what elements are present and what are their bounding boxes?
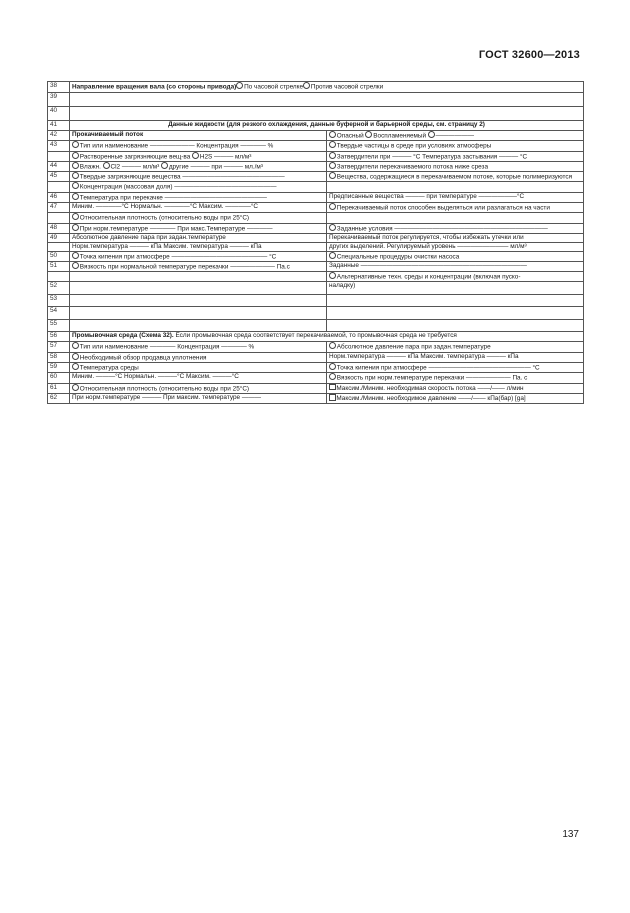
field-label: При норм.температуре ——— При максим. температуре ——— bbox=[72, 393, 262, 401]
table-row bbox=[48, 192, 584, 202]
table-row bbox=[48, 272, 584, 282]
row-number bbox=[48, 151, 70, 161]
radio-option-icon[interactable] bbox=[329, 162, 336, 169]
table-row bbox=[48, 373, 584, 383]
document-header: ГОСТ 32600—2013 bbox=[478, 49, 580, 61]
field-label: Точка кипения при атмосфере ——————————————— °С bbox=[79, 253, 277, 261]
right-cell bbox=[327, 261, 584, 271]
field-label: Относительная плотность (относительно воды при 25°С) bbox=[79, 385, 250, 393]
section-title-note: Если промывочная среда соответствует перекачиваемой, то промывочная среда не требуется bbox=[173, 332, 457, 340]
radio-option-icon[interactable] bbox=[329, 152, 336, 159]
left-cell bbox=[70, 242, 327, 251]
radio-option-icon[interactable] bbox=[72, 162, 79, 169]
row-number bbox=[48, 272, 70, 282]
radio-option-icon[interactable] bbox=[329, 172, 336, 179]
field-label: Миним. ———°С Нормальн. ———°С Максим. ———°С bbox=[72, 373, 239, 381]
left-cell bbox=[70, 393, 327, 403]
right-cell bbox=[327, 172, 584, 182]
radio-option-icon[interactable] bbox=[329, 252, 336, 259]
table-row bbox=[48, 141, 584, 151]
radio-option-icon[interactable] bbox=[329, 342, 336, 349]
right-cell bbox=[327, 192, 584, 202]
left-cell bbox=[70, 319, 327, 332]
left-cell bbox=[70, 213, 327, 223]
table-row bbox=[48, 307, 584, 320]
page-number: 137 bbox=[562, 829, 579, 840]
radio-option-icon[interactable] bbox=[236, 82, 243, 89]
right-cell bbox=[327, 294, 584, 307]
table-row bbox=[48, 319, 584, 332]
right-cell bbox=[327, 233, 584, 242]
row-number: 49 bbox=[48, 233, 70, 242]
radio-option-icon[interactable] bbox=[329, 203, 336, 210]
section-subtitle: Прокачиваемый поток bbox=[72, 131, 144, 138]
row-number: 51 bbox=[48, 261, 70, 271]
radio-option-icon[interactable] bbox=[72, 213, 79, 220]
field-label: Альтернативные техн. среды и концентрации (включая пуско- bbox=[336, 273, 521, 281]
option-hazardous: Опасный bbox=[336, 132, 364, 140]
left-cell bbox=[70, 172, 327, 182]
right-cell bbox=[327, 213, 584, 223]
field-label: Заданные условия ———————————————————————— bbox=[336, 225, 548, 233]
right-cell bbox=[327, 363, 584, 373]
field-label: Влажн. bbox=[79, 163, 101, 171]
table-row bbox=[48, 161, 584, 171]
row-number: 44 bbox=[48, 161, 70, 171]
radio-option-icon[interactable] bbox=[72, 353, 79, 360]
radio-option-icon[interactable] bbox=[72, 182, 79, 189]
radio-option-icon[interactable] bbox=[72, 342, 79, 349]
row-number: 39 bbox=[48, 93, 70, 107]
field-label: Абсолютное давление пара при задан.температуре bbox=[336, 343, 491, 351]
row-number: 58 bbox=[48, 352, 70, 362]
row-number: 62 bbox=[48, 393, 70, 403]
table-row bbox=[48, 203, 584, 213]
field-label: других выделений. Регулируемый уровень ———————— мл/м³ bbox=[329, 242, 527, 250]
left-cell bbox=[70, 141, 327, 151]
left-cell bbox=[70, 282, 327, 295]
left-cell bbox=[70, 373, 327, 383]
right-cell bbox=[327, 373, 584, 383]
field-label: Точка кипения при атмосфере ———————————————— °С bbox=[336, 364, 540, 372]
row-number bbox=[48, 213, 70, 223]
radio-option-icon[interactable] bbox=[72, 152, 79, 159]
left-cell bbox=[70, 294, 327, 307]
field-label: Перекачиваемый поток способен выделяться или разлагаться на части bbox=[336, 204, 550, 212]
row-number bbox=[48, 242, 70, 251]
field-label: Специальные процедуры очистки насоса bbox=[336, 253, 460, 261]
row-number bbox=[48, 182, 70, 192]
row-number: 55 bbox=[48, 319, 70, 332]
right-cell bbox=[327, 352, 584, 362]
row-number: 42 bbox=[48, 131, 70, 141]
radio-option-icon[interactable] bbox=[365, 131, 372, 138]
left-cell bbox=[70, 161, 327, 171]
table-row bbox=[48, 172, 584, 182]
row-number: 46 bbox=[48, 192, 70, 202]
right-cell bbox=[327, 131, 584, 141]
right-cell bbox=[327, 383, 584, 393]
field-label: Вязкость при нормальной температуре перекачки ——————— Па.с bbox=[79, 263, 290, 271]
left-cell bbox=[70, 383, 327, 393]
radio-option-icon[interactable] bbox=[192, 152, 199, 159]
left-cell bbox=[70, 223, 327, 233]
right-cell bbox=[327, 203, 584, 213]
radio-option-icon[interactable] bbox=[329, 141, 336, 148]
field-label: Растворенные загрязняющие вещ-ва bbox=[79, 153, 191, 161]
field-label: Абсолютное давление пара при задан.температуре bbox=[72, 233, 226, 241]
table-row bbox=[48, 251, 584, 261]
left-cell bbox=[70, 182, 327, 192]
right-cell bbox=[327, 282, 584, 295]
table-row bbox=[48, 261, 584, 271]
right-cell bbox=[327, 307, 584, 320]
left-cell bbox=[70, 261, 327, 271]
radio-option-icon[interactable] bbox=[161, 162, 168, 169]
table-row bbox=[48, 223, 584, 233]
right-cell bbox=[327, 393, 584, 403]
row-number: 40 bbox=[48, 107, 70, 121]
row-number: 59 bbox=[48, 363, 70, 373]
right-cell bbox=[327, 342, 584, 352]
radio-option-icon[interactable] bbox=[103, 162, 110, 169]
table-row bbox=[48, 282, 584, 295]
field-label: Затвердители при ——— °С Температура застывания ——— °С bbox=[336, 153, 528, 161]
row-content bbox=[70, 107, 584, 121]
table-row bbox=[48, 393, 584, 403]
field-label: Вязкость при норм.температуре перекачки ——————— Па. с bbox=[336, 374, 528, 382]
radio-option-icon[interactable] bbox=[72, 172, 79, 179]
row-number: 61 bbox=[48, 383, 70, 393]
left-cell bbox=[70, 131, 327, 141]
radio-option-icon[interactable] bbox=[72, 262, 79, 269]
field-label: Максим./Миним. необходимое давление ——/—— кПа(бар) [ga] bbox=[336, 395, 526, 403]
right-cell bbox=[327, 151, 584, 161]
field-label: H2S ——— мл/м³ bbox=[199, 153, 252, 161]
radio-option-icon[interactable] bbox=[303, 82, 310, 89]
row-number: 43 bbox=[48, 141, 70, 151]
row-number: 41 bbox=[48, 121, 70, 131]
left-cell bbox=[70, 352, 327, 362]
row-number: 54 bbox=[48, 307, 70, 320]
field-label: Максим./Миним. необходимая скорость потока ——/—— л/мин bbox=[336, 384, 524, 392]
table-row bbox=[48, 151, 584, 161]
section-title: Данные жидкости (для резкого охлаждения, данные буферной и барьерной среды, см. страницу 2) bbox=[70, 121, 584, 131]
radio-option-icon[interactable] bbox=[329, 272, 336, 279]
left-cell bbox=[70, 272, 327, 282]
left-cell bbox=[70, 307, 327, 320]
table-row bbox=[48, 213, 584, 223]
radio-option-icon[interactable] bbox=[329, 224, 336, 231]
seal-datasheet-table bbox=[47, 81, 584, 404]
left-cell bbox=[70, 151, 327, 161]
field-label: Необходимый обзор продавца уплотнения bbox=[79, 354, 207, 362]
left-cell bbox=[70, 233, 327, 242]
field-label: Твердые загрязняющие вещества ———————————————— bbox=[79, 173, 285, 181]
field-label: Норм.температура ——— кПа Максим. температура ——— кПа bbox=[329, 352, 519, 360]
left-cell bbox=[70, 363, 327, 373]
field-label: Тип или наименование ——————— Концентрация ———— % bbox=[79, 142, 274, 150]
row-number: 45 bbox=[48, 172, 70, 182]
right-cell bbox=[327, 319, 584, 332]
field-label: При норм.температуре ———— При макс.Температуре ———— bbox=[79, 225, 273, 233]
field-label: Температура среды bbox=[79, 364, 139, 372]
table-row bbox=[48, 342, 584, 352]
field-label: Вещества, содержащиеся в перекачиваемом потоке, которые полимеризуются bbox=[336, 173, 573, 181]
left-cell bbox=[70, 342, 327, 352]
row-number: 38 bbox=[48, 82, 70, 93]
table-row bbox=[48, 93, 584, 107]
section-header-row bbox=[48, 121, 584, 131]
field-label: Затвердители перекачиваемого потока ниже среза bbox=[336, 163, 489, 171]
table-row bbox=[48, 383, 584, 393]
left-cell bbox=[70, 251, 327, 261]
option-clockwise: По часовой стрелке bbox=[244, 83, 304, 91]
field-label: Относительная плотность (относительно воды при 25°С) bbox=[79, 214, 250, 222]
row-number: 53 bbox=[48, 294, 70, 307]
row-number: 52 bbox=[48, 282, 70, 295]
field-label: другие ——— при ——— мл./м³ bbox=[168, 163, 263, 171]
option-other: —————— bbox=[435, 132, 474, 140]
table-row bbox=[48, 131, 584, 141]
right-cell bbox=[327, 223, 584, 233]
row-content bbox=[70, 82, 584, 93]
row-number: 47 bbox=[48, 203, 70, 213]
radio-option-icon[interactable] bbox=[329, 373, 336, 380]
table-row bbox=[48, 107, 584, 121]
row-number: 48 bbox=[48, 223, 70, 233]
field-label: Миним. ————°С Нормальн. ————°С Максим. ————°С bbox=[72, 203, 259, 211]
field-label: Предписанные вещества ——— при температуре ——————°С bbox=[329, 192, 525, 200]
right-cell bbox=[327, 161, 584, 171]
radio-option-icon[interactable] bbox=[72, 193, 79, 200]
checkbox-icon[interactable] bbox=[329, 394, 336, 401]
field-label: Норм.температура ——— кПа Максим. температура ——— кПа bbox=[72, 242, 262, 250]
radio-option-icon[interactable] bbox=[72, 141, 79, 148]
field-label: Температура при перекачке ———————————————— bbox=[79, 194, 267, 202]
table-row bbox=[48, 242, 584, 251]
right-cell bbox=[327, 182, 584, 192]
table-row bbox=[48, 294, 584, 307]
radio-option-icon[interactable] bbox=[329, 131, 336, 138]
field-label: Перекачиваемый поток регулируется, чтобы избежать утечки или bbox=[329, 233, 524, 241]
radio-option-icon[interactable] bbox=[72, 384, 79, 391]
table-row bbox=[48, 352, 584, 362]
field-label: Заданные —————————————————————————— bbox=[329, 261, 527, 269]
right-cell bbox=[327, 242, 584, 251]
left-cell bbox=[70, 192, 327, 202]
row-number: 57 bbox=[48, 342, 70, 352]
right-cell bbox=[327, 141, 584, 151]
option-flammable: Воспламеняемый bbox=[373, 132, 427, 140]
field-label: Cl2 ——— мл/м³ bbox=[110, 163, 160, 171]
row-number: 60 bbox=[48, 373, 70, 383]
checkbox-icon[interactable] bbox=[329, 384, 336, 391]
row-number: 56 bbox=[48, 332, 70, 342]
row-number: 50 bbox=[48, 251, 70, 261]
field-label: Концентрация (массовая доля) ———————————————— bbox=[79, 183, 277, 191]
table-row bbox=[48, 182, 584, 192]
right-cell bbox=[327, 272, 584, 282]
radio-option-icon[interactable] bbox=[428, 131, 435, 138]
table-row bbox=[48, 233, 584, 242]
radio-option-icon[interactable] bbox=[72, 363, 79, 370]
flush-section-title bbox=[70, 332, 584, 342]
radio-option-icon[interactable] bbox=[72, 252, 79, 259]
table-row bbox=[48, 82, 584, 93]
option-counterclockwise: Против часовой стрелки bbox=[310, 83, 384, 91]
field-label: Тип или наименование ———— Концентрация ———— % bbox=[79, 343, 255, 351]
left-cell bbox=[70, 203, 327, 213]
section-header-row bbox=[48, 332, 584, 342]
row-content bbox=[70, 93, 584, 107]
field-label: наладку) bbox=[329, 282, 356, 290]
right-cell bbox=[327, 251, 584, 261]
radio-option-icon[interactable] bbox=[329, 363, 336, 370]
section-title-bold: Промывочная среда (Схема 32). bbox=[72, 332, 174, 340]
field-label: Твердые частицы в среде при условиях атмосферы bbox=[336, 142, 492, 150]
table-row bbox=[48, 363, 584, 373]
radio-option-icon[interactable] bbox=[72, 224, 79, 231]
rotation-label: Направление вращения вала (со стороны привода) bbox=[72, 83, 237, 91]
